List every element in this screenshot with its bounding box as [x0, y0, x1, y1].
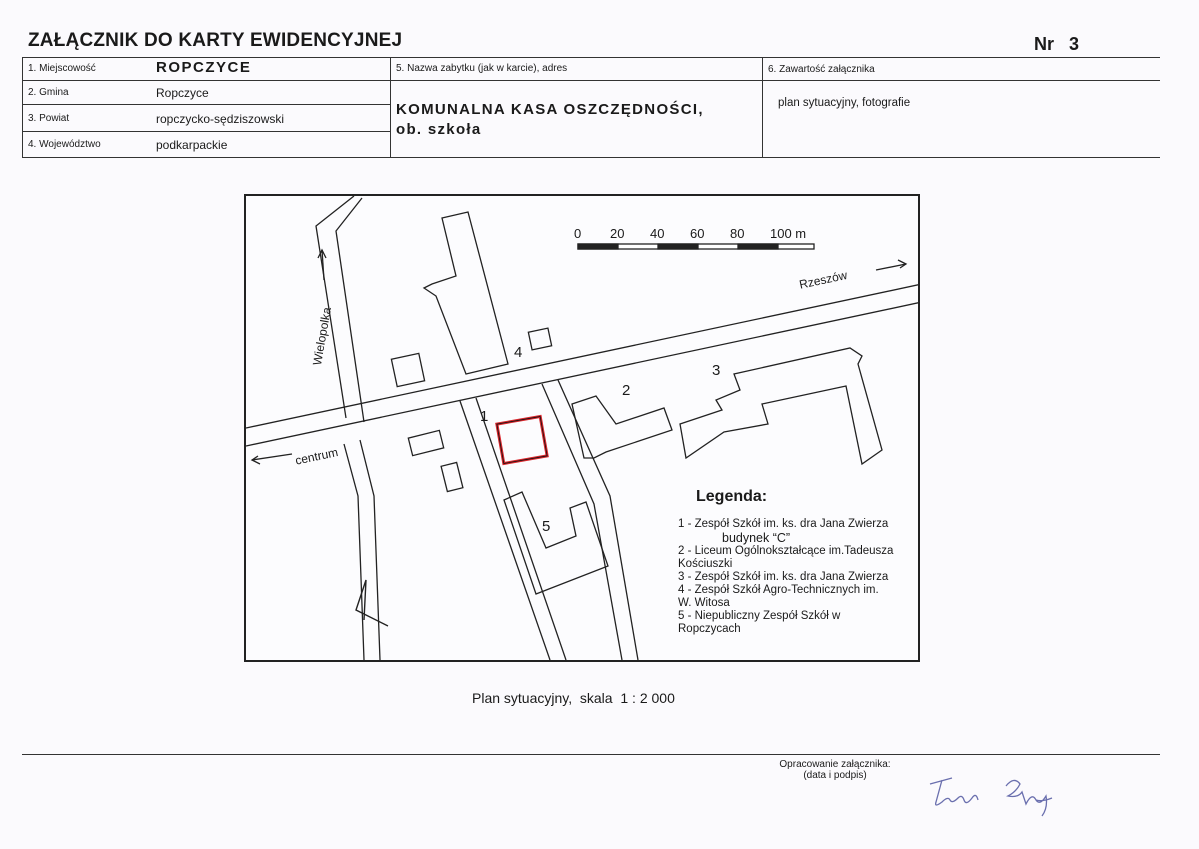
- nr-value: 3: [1069, 34, 1080, 54]
- wielopolka-road-south-west: [344, 444, 364, 660]
- nazwa-line1: KOMUNALNA KASA OSZCZĘDNOŚCI,: [396, 101, 704, 118]
- building-3: [680, 348, 882, 464]
- footer-line: [22, 754, 1160, 755]
- table-row-line: [22, 131, 390, 132]
- side-street-west-edge: [460, 401, 550, 660]
- table-left-border: [22, 57, 23, 157]
- zawartosc-label: 6. Zawartość załącznika: [768, 64, 875, 75]
- legend-item: 5 - Niepubliczny Zespół Szkół w: [678, 610, 841, 622]
- scale-tick-label: 20: [610, 226, 625, 241]
- legend-item: W. Witosa: [678, 597, 730, 609]
- table-column-divider: [762, 57, 763, 157]
- small-building-d: [441, 462, 463, 491]
- building-number-1: 1: [480, 408, 489, 425]
- building-number-4: 4: [514, 344, 523, 361]
- legend-item: 3 - Zespół Szkół im. ks. dra Jana Zwierza: [678, 571, 889, 583]
- legend-item: Kościuszki: [678, 558, 733, 570]
- small-building-c: [408, 430, 443, 455]
- table-row-line: [390, 80, 762, 81]
- small-building-b: [528, 328, 551, 350]
- legend-item: Ropczycach: [678, 623, 741, 635]
- scale-labels: [574, 226, 814, 242]
- legend-item: 2 - Liceum Ogólnokształcące im.Tadeusza: [678, 545, 894, 557]
- scale-segment: [658, 244, 698, 249]
- street-label-wielopolka: Wielopolka: [310, 306, 334, 367]
- street-label-rzeszow: Rzeszów: [798, 267, 849, 292]
- small-building-a: [391, 353, 424, 386]
- building-number-3: 3: [712, 362, 721, 379]
- table-top-line: [22, 57, 1160, 58]
- legend-item: budynek “C”: [722, 531, 791, 545]
- wielopolka-road-east-edge: [336, 198, 364, 422]
- attachment-number: [1034, 34, 1079, 55]
- legend-item: 1 - Zespół Szkół im. ks. dra Jana Zwierza: [678, 518, 889, 530]
- document-title: ZAŁĄCZNIK DO KARTY EWIDENCYJNEJ: [28, 30, 403, 51]
- table-bottom-line: [22, 157, 1160, 158]
- table-column-divider: [390, 57, 391, 157]
- gmina-value: Ropczyce: [156, 86, 209, 100]
- wojewodztwo-label: 4. Województwo: [28, 139, 101, 150]
- powiat-value: ropczycko-sędziszowski: [156, 112, 285, 126]
- building-number-5: 5: [542, 518, 551, 535]
- street-label-centrum: centrum: [294, 444, 340, 468]
- footer-caption: [760, 759, 910, 781]
- nr-label: Nr: [1034, 34, 1055, 54]
- arrow-to-centrum-icon: [252, 454, 292, 460]
- building-5: [504, 492, 608, 594]
- side-street-east-edge-2: [558, 380, 638, 660]
- plan-caption: Plan sytuacyjny, skala 1 : 2 000: [472, 690, 675, 706]
- table-row-line: [762, 80, 1160, 81]
- side-street-east-edge: [542, 384, 622, 660]
- gmina-label: 2. Gmina: [28, 87, 69, 98]
- miejscowosc-label: 1. Miejscowość: [28, 63, 96, 74]
- footer-line1: Opracowanie załącznika:: [779, 759, 891, 770]
- legend-title: Legenda:: [696, 488, 768, 505]
- site-plan-map: [244, 194, 920, 662]
- scale-tick-label: 100 m: [770, 226, 807, 241]
- nazwa-line2: ob. szkoła: [396, 121, 482, 138]
- scale-tick-label: 0: [574, 226, 582, 241]
- zawartosc-value: plan sytuacyjny, fotografie: [778, 97, 911, 109]
- powiat-label: 3. Powiat: [28, 113, 70, 124]
- scale-tick-label: 40: [650, 226, 665, 241]
- scale-tick-label: 80: [730, 226, 745, 241]
- legend: [678, 518, 914, 636]
- table-row-line: [22, 104, 390, 105]
- main-road-south-edge: [246, 302, 918, 446]
- legend-item: 4 - Zespół Szkół Agro-Technicznych im.: [678, 584, 879, 596]
- building-4: [424, 212, 508, 374]
- arrow-head: [898, 260, 906, 268]
- scale-tick-label: 60: [690, 226, 705, 241]
- nazwa-label: 5. Nazwa zabytku (jak w karcie), adres: [396, 63, 568, 74]
- scale-segment: [738, 244, 778, 249]
- footer-line2: (data i podpis): [803, 770, 867, 781]
- signature: [924, 772, 1074, 822]
- table-row-line: [22, 80, 390, 81]
- building-number-2: 2: [622, 382, 631, 399]
- building-2: [572, 396, 672, 458]
- building-1-highlight: [497, 416, 547, 463]
- miejscowosc-value: ROPCZYCE: [156, 59, 252, 76]
- side-street-west-edge-2: [476, 398, 566, 660]
- wojewodztwo-value: podkarpackie: [156, 138, 228, 152]
- scale-segment: [578, 244, 618, 249]
